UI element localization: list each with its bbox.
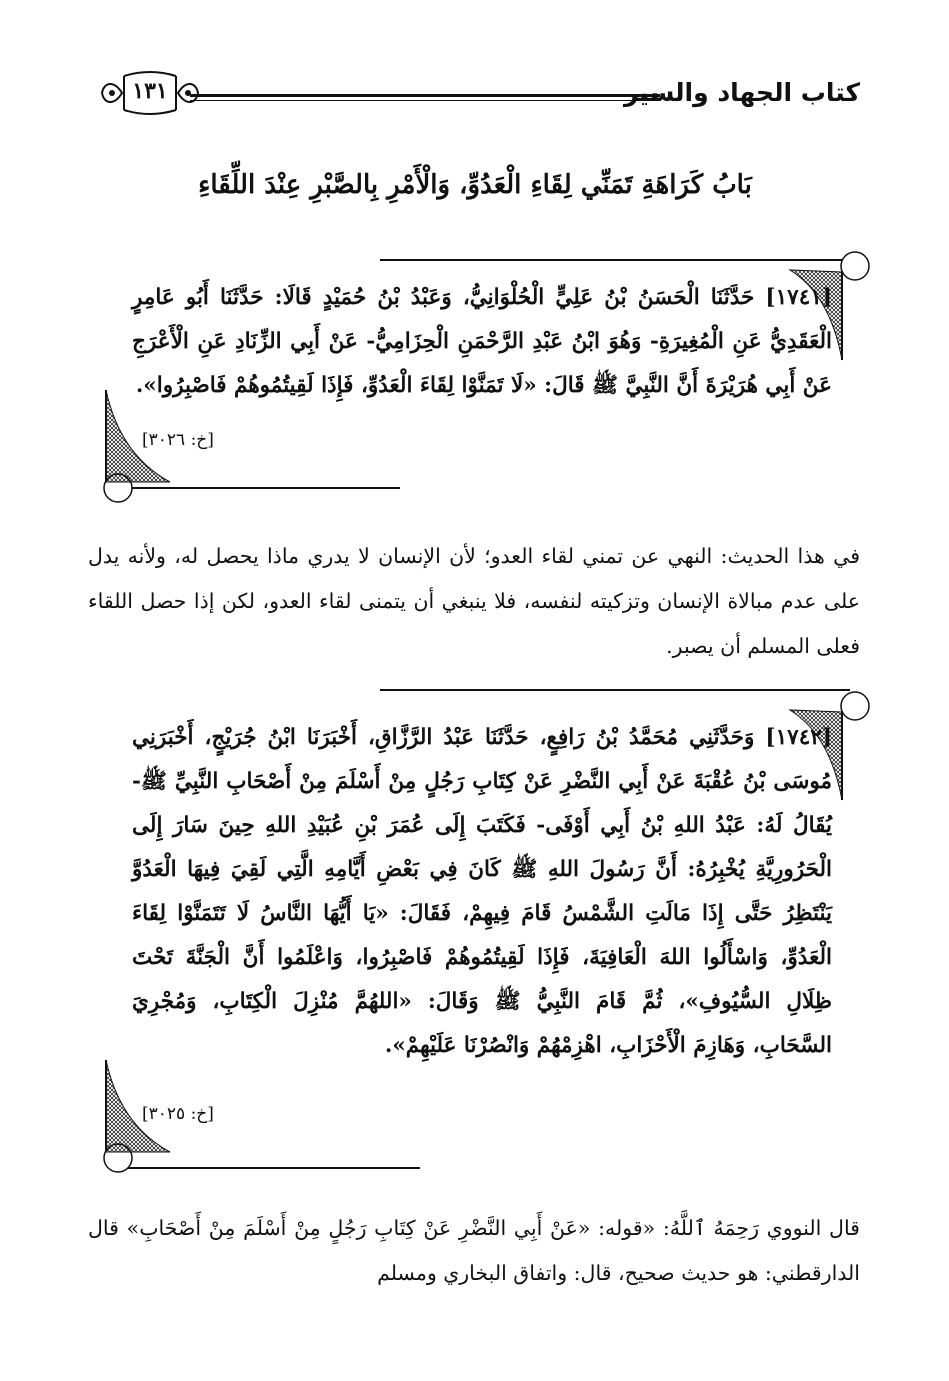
page-header <box>90 70 860 120</box>
page-number: ١٣١ <box>132 78 168 104</box>
hadith-text-2 <box>132 716 832 1068</box>
commentary-1 <box>88 534 860 669</box>
hadith-body: [١٧٤٢] وَحَدَّثَنِي مُحَمَّدُ بْنُ رَافِعٍ، حَدَّثَنَا عَبْدُ الرَّزَّاقِ، أَخْبَرَنَا ابْنُ جُرَيْجٍ، أَخْبَرَنِي مُوسَى بْنُ عُقْبَةَ عَنْ أَبِي النَّضْرِ عَنْ كِتَابِ رَجُلٍ مِنْ أَسْلَمَ مِنْ أَصْحَابِ النَّبِيِّ ﷺ- يُقَالُ لَهُ: عَبْدُ اللهِ بْنُ أَبِي أَوْفَى- فَكَتَبَ إِلَى عُمَرَ بْنِ عُبَيْدِ اللهِ حِينَ سَارَ إِلَى الْحَرُورِيَّةِ يُخْبِرُهُ: أَنَّ رَسُولَ اللهِ ﷺ كَانَ فِي بَعْضِ أَيَّامِهِ الَّتِي لَقِيَ فِيهَا الْعَدُوَّ يَنْتَظِرُ حَتَّى إِذَا مَالَتِ الشَّمْسُ قَامَ فِيهِمْ، فَقَالَ: «يَا أَيُّهَا النَّاسُ لَا تَتَمَنَّوْا لِقَاءَ الْعَدُوِّ، وَاسْأَلُوا اللهَ الْعَافِيَةَ، فَإِذَا لَقِيتُمُوهُمْ فَاصْبِرُوا، وَاعْلَمُوا أَنَّ الْجَنَّةَ تَحْتَ ظِلَالِ السُّيُوفِ»، ثُمَّ قَامَ النَّبِيُّ ﷺ وَقَالَ: «اللهُمَّ مُنْزِلَ الْكِتَابِ، وَمُجْرِيَ السَّحَابِ، وَهَازِمَ الْأَحْزَابِ، اهْزِمْهُمْ وَانْصُرْنَا عَلَيْهِمْ». <box>132 725 832 1058</box>
hadith-body: [١٧٤١] حَدَّثَنَا الْحَسَنُ بْنُ عَلِيٍّ الْحُلْوَانِيُّ، وَعَبْدُ بْنُ حُمَيْدٍ قَالَا: حَدَّثَنَا أَبُو عَامِرٍ الْعَقَدِيُّ عَنِ الْمُغِيرَةِ- وَهُوَ ابْنُ عَبْدِ الرَّحْمَنِ الْحِزَامِيُّ- عَنْ أَبِي الزِّنَادِ عَنِ الْأَعْرَجِ عَنْ أَبِي هُرَيْرَةَ أَنَّ النَّبِيَّ ﷺ قَالَ: «لَا تَمَنَّوْا لِقَاءَ الْعَدُوِّ، فَإِذَا لَقِيتُمُوهُمْ فَاصْبِرُوا». <box>132 285 832 398</box>
hadith-box-1 <box>90 250 870 510</box>
page-number-ornament <box>100 70 200 116</box>
commentary-2 <box>88 1206 860 1296</box>
book-title: كتاب الجهاد والسير <box>623 78 860 107</box>
chapter-title: بَابُ كَرَاهَةِ تَمَنِّي لِقَاءِ الْعَدُوِّ، وَالْأَمْرِ بِالصَّبْرِ عِنْدَ اللِّقَاءِ <box>198 170 752 200</box>
commentary-text: قال النووي رَحِمَهُ ٱللَّهُ: «قوله: «عَنْ أَبِي النَّضْرِ عَنْ كِتَابِ رَجُلٍ مِنْ أَسْلَمَ مِنْ أَصْحَابِ» قال الدارقطني: هو حديث صحيح، قال: واتفاق البخاري ومسلم <box>88 1216 860 1285</box>
header-rule-thin <box>190 100 660 101</box>
hadith-reference-2: [خ: ٣٠٢٥] <box>142 1104 214 1124</box>
hadith-box-2 <box>90 680 870 1180</box>
header-rule <box>190 94 660 97</box>
commentary-text: في هذا الحديث: النهي عن تمني لقاء العدو؛ لأن الإنسان لا يدري ماذا يحصل له، ولأنه يدل على عدم مبالاة الإنسان وتزكيته لنفسه، فلا ينبغي أن يتمنى لقاء العدو، لكن إذا حصل اللقاء فعلى المسلم أن يصبر. <box>88 544 860 658</box>
hadith-text-1 <box>132 276 832 408</box>
hadith-reference-1: [خ: ٣٠٢٦] <box>142 430 214 450</box>
